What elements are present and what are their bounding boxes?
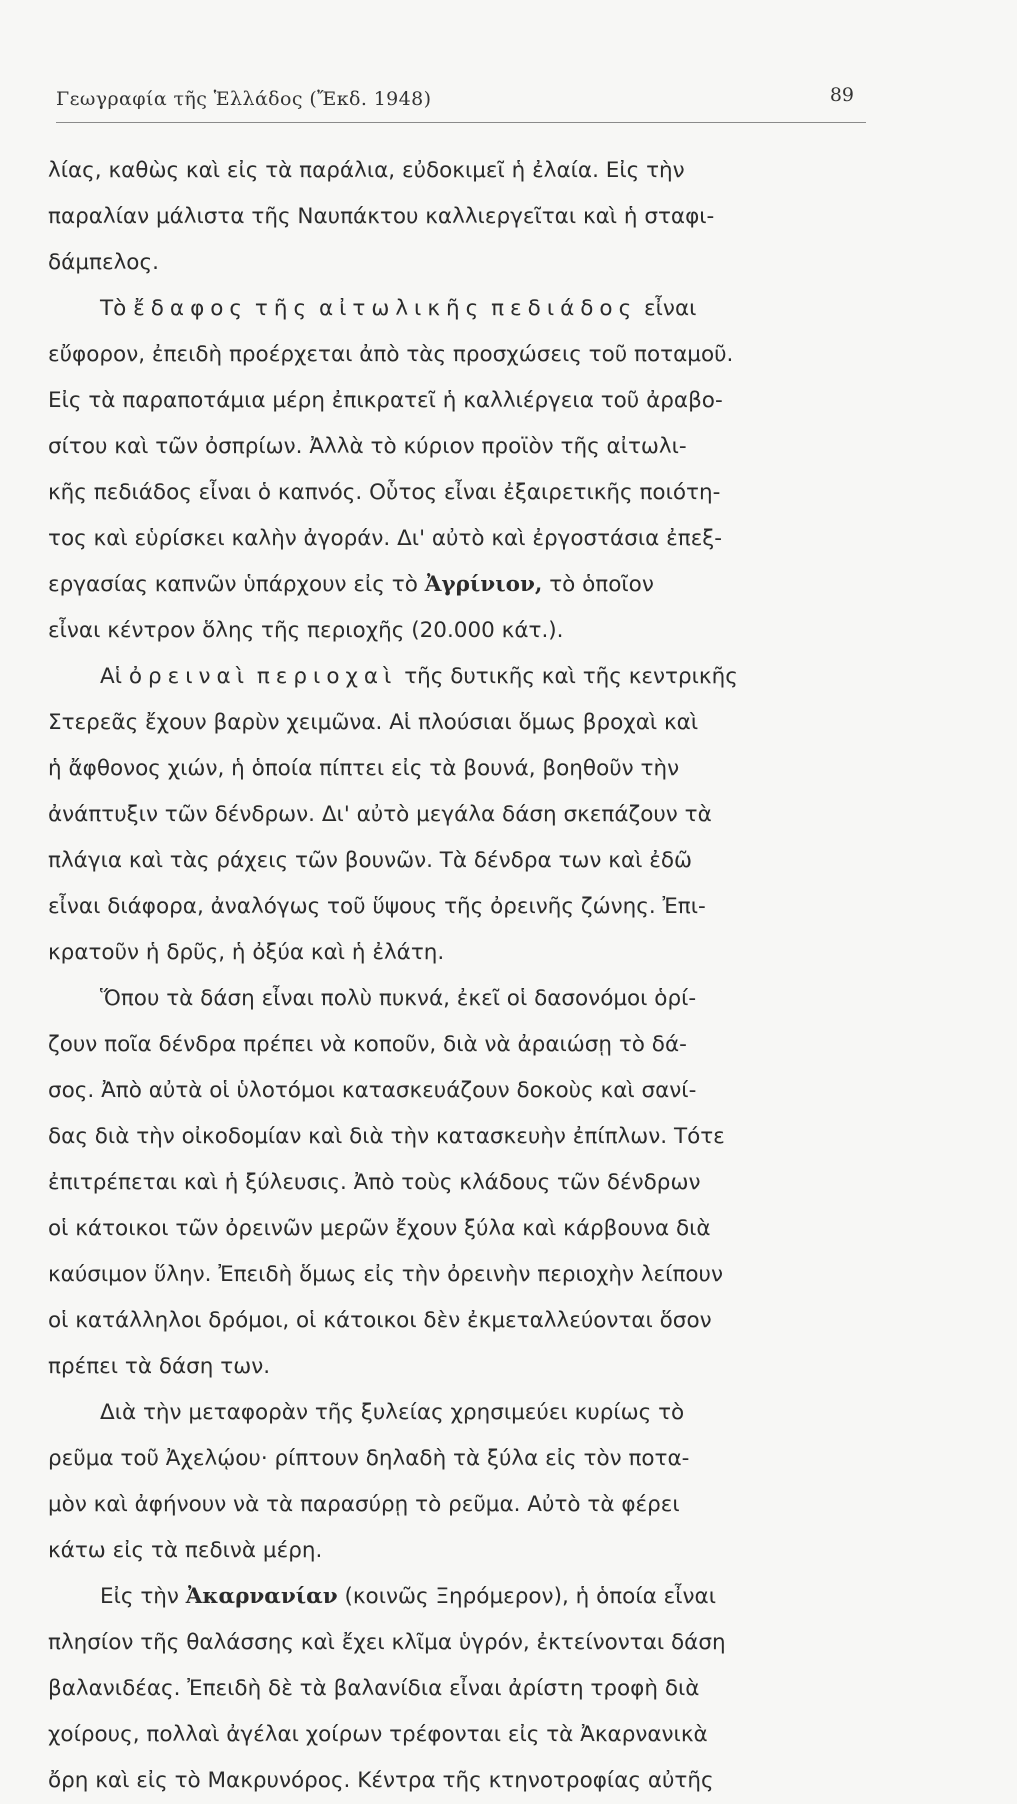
text-line: [48, 654, 874, 700]
spaced-word: ἔδαφος: [133, 296, 249, 321]
text-line: κάτω εἰς τὰ πεδινὰ μέρη.: [48, 1538, 323, 1563]
text-line: δάμπελος.: [48, 250, 159, 275]
text-line: χοίρους, πολλαὶ ἀγέλαι χοίρων τρέφονται εἰς τὰ Ἀκαρνανικὰ: [48, 1722, 708, 1747]
text-line: σος. Ἀπὸ αὐτὰ οἱ ὑλοτόμοι κατασκευάζουν δοκοὺς καὶ σανί-: [48, 1078, 697, 1103]
text-segment: (κοινῶς Ξηρόμερον), ἡ ὁποία εἶναι: [344, 1584, 716, 1609]
text-line: ἐπιτρέπεται καὶ ἡ ξύλευσις. Ἀπὸ τοὺς κλάδους τῶν δένδρων: [48, 1170, 701, 1195]
text-line: εὔφορον, ἐπειδὴ προέρχεται ἀπὸ τὰς προσχώσεις τοῦ ποταμοῦ.: [48, 342, 734, 367]
text-line: εἶναι κέντρον ὅλης τῆς περιοχῆς (20.000 κάτ.).: [48, 618, 564, 643]
page-header: [56, 84, 866, 120]
spaced-word: αἰτωλικῆς: [318, 296, 485, 321]
text-segment: τῆς δυτικῆς καὶ τῆς κεντρικῆς: [404, 664, 738, 689]
text-line: λίας, καθὼς καὶ εἰς τὰ παράλια, εὐδοκιμεῖ ἡ ἐλαία. Εἰς τὴν: [48, 158, 685, 183]
header-rule: [56, 122, 866, 123]
text-line: οἱ κάτοικοι τῶν ὀρεινῶν μερῶν ἔχουν ξύλα καὶ κάρβουνα διὰ: [48, 1216, 711, 1241]
text-line: κρατοῦν ἡ δρῦς, ἡ ὀξύα καὶ ἡ ἐλάτη.: [48, 940, 445, 965]
text-segment: εργασίας καπνῶν ὑπάρχουν εἰς τὸ: [48, 572, 418, 597]
page-number: 89: [829, 84, 854, 106]
text-line: πλάγια καὶ τὰς ράχεις τῶν βουνῶν. Τὰ δένδρα των καὶ ἐδῶ: [48, 848, 693, 873]
text-line: παραλίαν μάλιστα τῆς Ναυπάκτου καλλιεργεῖται καὶ ἡ σταφι-: [48, 204, 715, 229]
text-line: τος καὶ εὑρίσκει καλὴν ἀγοράν. Δι' αὐτὸ καὶ ἐργοστάσια ἐπεξ-: [48, 526, 723, 551]
spaced-word: ὀρειναὶ: [128, 664, 250, 689]
text-line: κῆς πεδιάδος εἶναι ὁ καπνός. Οὗτος εἶναι ἐξαιρετικῆς ποιότη-: [48, 480, 721, 505]
text-line: σίτου καὶ τῶν ὀσπρίων. Ἀλλὰ τὸ κύριον προϊὸν τῆς αἰτωλι-: [48, 434, 687, 459]
text-line: βαλανιδέας. Ἐπειδὴ δὲ τὰ βαλανίδια εἶναι ἀρίστη τροφὴ διὰ: [48, 1676, 700, 1701]
text-line: πλησίον τῆς θαλάσσης καὶ ἔχει κλῖμα ὑγρόν, ἐκτείνονται δάση: [48, 1630, 726, 1655]
bold-place-name: Ἀκαρνανίαν: [185, 1584, 338, 1609]
text-line: Διὰ τὴν μεταφορὰν τῆς ξυλείας χρησιμεύει κυρίως τὸ: [100, 1400, 685, 1425]
text-line: Εἰς τὰ παραποτάμια μέρη ἐπικρατεῖ ἡ καλλιέργεια τοῦ ἀραβο-: [48, 388, 723, 413]
text-line: ἡ ἄφθονος χιών, ἡ ὁποία πίπτει εἰς τὰ βουνά, βοηθοῦν τὴν: [48, 756, 680, 781]
text-segment: τὸ ὁποῖον: [549, 572, 654, 597]
spaced-word: περιοχαὶ: [256, 664, 398, 689]
body-text: [48, 148, 874, 1804]
text-line: Στερεᾶς ἔχουν βαρὺν χειμῶνα. Αἱ πλούσιαι ὅμως βροχαὶ καὶ: [48, 710, 699, 735]
text-word: Αἱ: [100, 664, 122, 689]
text-segment: Εἰς τὴν: [100, 1584, 179, 1609]
text-line: ὄρη καὶ εἰς τὸ Μακρυνόρος. Κέντρα τῆς κτηνοτροφίας αὐτῆς: [48, 1768, 714, 1793]
text-line: ρεῦμα τοῦ Ἀχελῴου· ρίπτουν δηλαδὴ τὰ ξύλα εἰς τὸν ποτα-: [48, 1446, 690, 1471]
text-line: καύσιμον ὕλην. Ἐπειδὴ ὅμως εἰς τὴν ὀρεινὴν περιοχὴν λείπουν: [48, 1262, 724, 1287]
text-word: εἶναι: [644, 296, 697, 321]
running-title: Γεωγραφία τῆς Ἑλλάδος (Ἔκδ. 1948): [56, 88, 432, 110]
text-line: [48, 286, 874, 332]
text-line: [48, 1574, 874, 1620]
text-line: οἱ κατάλληλοι δρόμοι, οἱ κάτοικοι δὲν ἐκμεταλλεύονται ὅσον: [48, 1308, 712, 1333]
text-line: ζουν ποῖα δένδρα πρέπει νὰ κοποῦν, διὰ νὰ ἀραιώσῃ τὸ δά-: [48, 1032, 687, 1057]
text-word: Τὸ: [100, 296, 127, 321]
spaced-word: τῆς: [254, 296, 313, 321]
text-line: δας διὰ τὴν οἰκοδομίαν καὶ διὰ τὴν κατασκευὴν ἐπίπλων. Τότε: [48, 1124, 725, 1149]
text-line: εἶναι διάφορα, ἀναλόγως τοῦ ὕψους τῆς ὀρεινῆς ζώνης. Ἐπι-: [48, 894, 706, 919]
text-line: μὸν καὶ ἀφήνουν νὰ τὰ παρασύρῃ τὸ ρεῦμα. Αὐτὸ τὰ φέρει: [48, 1492, 680, 1517]
text-line: ἀνάπτυξιν τῶν δένδρων. Δι' αὐτὸ μεγάλα δάση σκεπάζουν τὰ: [48, 802, 712, 827]
text-line: πρέπει τὰ δάση των.: [48, 1354, 271, 1379]
text-line: [48, 562, 874, 608]
bold-place-name: Ἀγρίνιον,: [424, 572, 543, 597]
text-line: Ὅπου τὰ δάση εἶναι πολὺ πυκνά, ἐκεῖ οἱ δασονόμοι ὁρί-: [100, 986, 697, 1011]
spaced-word: πεδιάδος: [491, 296, 638, 321]
